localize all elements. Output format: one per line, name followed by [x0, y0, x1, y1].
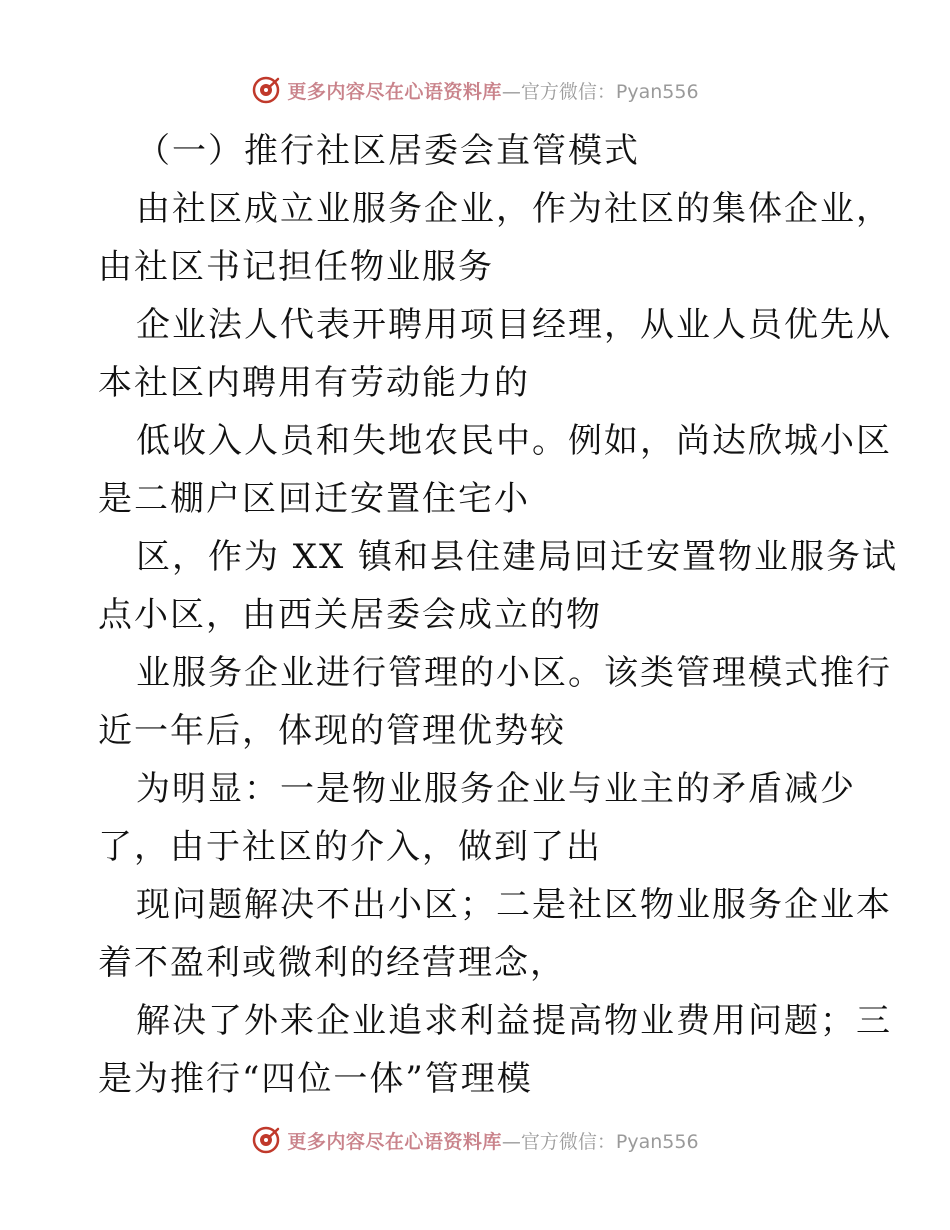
header-watermark: [0, 70, 950, 110]
paragraph-line: 近一年后，体现的管理优势较: [98, 711, 566, 751]
paragraph-line: 区，作为 XX 镇和县住建局回迁安置物业服务试: [136, 537, 899, 577]
watermark-site-name: 更多内容尽在心语资料库: [287, 80, 502, 103]
watermark-site-name: 更多内容尽在心语资料库: [287, 1130, 502, 1153]
paragraph-line: 低收入人员和失地农民中。例如，尚达欣城小区: [136, 421, 892, 461]
paragraph-line: 是二棚户区回迁安置住宅小: [98, 479, 530, 519]
paragraph-line: 业服务企业进行管理的小区。该类管理模式推行: [136, 653, 892, 693]
footer-watermark: [0, 1120, 950, 1160]
paragraph-line: 着不盈利或微利的经营理念，: [98, 943, 566, 983]
paragraph-line: 了，由于社区的介入，做到了出: [98, 827, 602, 867]
paragraph-line: 解决了外来企业追求利益提高物业费用问题；三: [136, 1001, 892, 1041]
paragraph-line: 由社区成立业服务企业，作为社区的集体企业，: [136, 189, 892, 229]
document-body: [98, 122, 899, 1108]
pen-logo-icon: [251, 1125, 281, 1155]
paragraph-line: 本社区内聘用有劳动能力的: [98, 363, 530, 403]
section-heading: （一）推行社区居委会直管模式: [136, 131, 640, 171]
paragraph-line: 企业法人代表开聘用项目经理，从业人员优先从: [136, 305, 892, 345]
paragraph-line: 点小区，由西关居委会成立的物: [98, 595, 602, 635]
watermark-wechat: —官方微信：Pyan556: [501, 80, 699, 103]
pen-logo-icon: [251, 75, 281, 105]
paragraph-line: 为明显：一是物业服务企业与业主的矛盾减少: [136, 769, 856, 809]
paragraph-line: 是为推行“四位一体”管理模: [98, 1059, 533, 1099]
paragraph-line: 现问题解决不出小区；二是社区物业服务企业本: [136, 885, 892, 925]
paragraph-line: 由社区书记担任物业服务: [98, 247, 494, 287]
watermark-wechat: —官方微信：Pyan556: [501, 1130, 699, 1153]
